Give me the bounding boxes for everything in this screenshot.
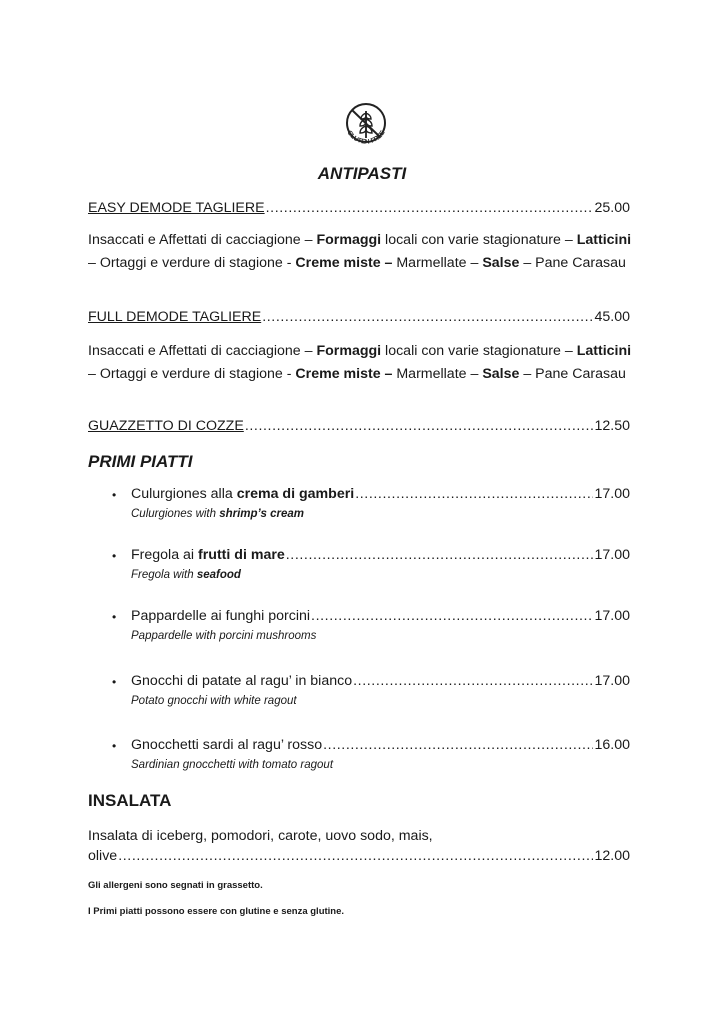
allergen-text: Formaggi — [316, 343, 382, 359]
item-name: olive — [88, 848, 118, 864]
desc-text: Marmellate – — [392, 255, 483, 271]
item-name: Pappardelle ai funghi porcini — [131, 608, 311, 624]
bullet-icon: • — [112, 549, 117, 563]
item-name: FULL DEMODE TAGLIERE — [88, 309, 262, 325]
item-price: 16.00 — [594, 737, 630, 753]
bullet-icon: • — [112, 610, 117, 624]
item-price: 12.50 — [594, 418, 630, 434]
svg-text:GLUTEN FREE: GLUTEN FREE — [345, 129, 387, 146]
item-price: 45.00 — [594, 309, 630, 325]
leader-dots — [245, 418, 594, 434]
leader-dots — [355, 486, 593, 502]
item-price: 17.00 — [594, 608, 630, 624]
desc-text: – Ortaggi e verdure di stagione - — [88, 255, 296, 271]
insalata-description: Insalata di iceberg, pomodori, carote, uovo sodo, mais, — [88, 828, 433, 844]
item-translation: Fregola with seafood — [131, 569, 241, 581]
desc-text: Marmellate – — [392, 366, 483, 382]
allergen-text: Salse — [482, 255, 520, 271]
item-price: 25.00 — [594, 200, 630, 216]
leader-dots — [266, 200, 594, 216]
section-title-antipasti: ANTIPASTI — [317, 164, 407, 183]
gluten-note: I Primi piatti possono essere con glutine e senza glutine. — [88, 906, 345, 917]
leader-dots — [262, 309, 593, 325]
allergen-text: Latticini — [576, 343, 632, 359]
item-name: Gnocchi di patate al ragu’ in bianco — [131, 673, 353, 689]
menu-item-primo — [131, 608, 630, 628]
item-price: 17.00 — [594, 486, 630, 502]
item-name: Culurgiones alla crema di gamberi — [131, 486, 355, 502]
gluten-free-icon — [338, 99, 394, 155]
item-translation: Culurgiones with shrimp’s cream — [131, 508, 305, 520]
leader-dots — [323, 737, 593, 753]
bullet-icon: • — [112, 488, 117, 502]
item-name: Fregola ai frutti di mare — [131, 547, 285, 563]
allergen-note: Gli allergeni sono segnati in grassetto. — [88, 880, 263, 891]
section-title-primi-piatti: PRIMI PIATTI — [88, 452, 193, 471]
allergen-text: Formaggi — [316, 232, 382, 248]
desc-text: Insaccati e Affettati di cacciagione – — [88, 232, 317, 248]
menu-item-primo — [131, 673, 630, 693]
leader-dots — [353, 673, 593, 689]
item-translation: Pappardelle with porcini mushrooms — [131, 630, 317, 642]
menu-item-primo — [131, 547, 630, 567]
item-price: 17.00 — [594, 547, 630, 563]
desc-text: Insaccati e Affettati di cacciagione – — [88, 343, 317, 359]
desc-text: locali con varie stagionature – — [381, 343, 577, 359]
desc-text: – Pane Carasau — [519, 366, 626, 382]
menu-item-insalata — [88, 848, 630, 868]
allergen-text: Salse — [482, 366, 520, 382]
menu-item-guazzetto-di-cozze — [88, 418, 630, 438]
item-translation: Potato gnocchi with white ragout — [131, 695, 297, 707]
item-translation: Sardinian gnocchetti with tomato ragout — [131, 759, 334, 771]
menu-item-easy-demode-tagliere — [88, 200, 630, 220]
allergen-text: Latticini — [576, 232, 632, 248]
item-description — [88, 340, 633, 386]
bullet-icon: • — [112, 675, 117, 689]
leader-dots — [286, 547, 594, 563]
desc-text: – Ortaggi e verdure di stagione - — [88, 366, 296, 382]
bullet-icon: • — [112, 739, 117, 753]
menu-item-primo — [131, 737, 630, 757]
item-name: GUAZZETTO DI COZZE — [88, 418, 244, 434]
allergen-text: Creme miste – — [295, 366, 393, 382]
leader-dots — [118, 848, 593, 864]
desc-text: – Pane Carasau — [519, 255, 626, 271]
menu-item-primo — [131, 486, 630, 506]
leader-dots — [311, 608, 593, 624]
section-title-insalata: INSALATA — [88, 791, 172, 810]
item-price: 12.00 — [594, 848, 630, 864]
allergen-text: Creme miste – — [295, 255, 393, 271]
item-name: Gnocchetti sardi al ragu’ rosso — [131, 737, 323, 753]
item-name: EASY DEMODE TAGLIERE — [88, 200, 265, 216]
item-price: 17.00 — [594, 673, 630, 689]
desc-text: locali con varie stagionature – — [381, 232, 577, 248]
item-description — [88, 229, 633, 275]
menu-item-full-demode-tagliere — [88, 309, 630, 329]
